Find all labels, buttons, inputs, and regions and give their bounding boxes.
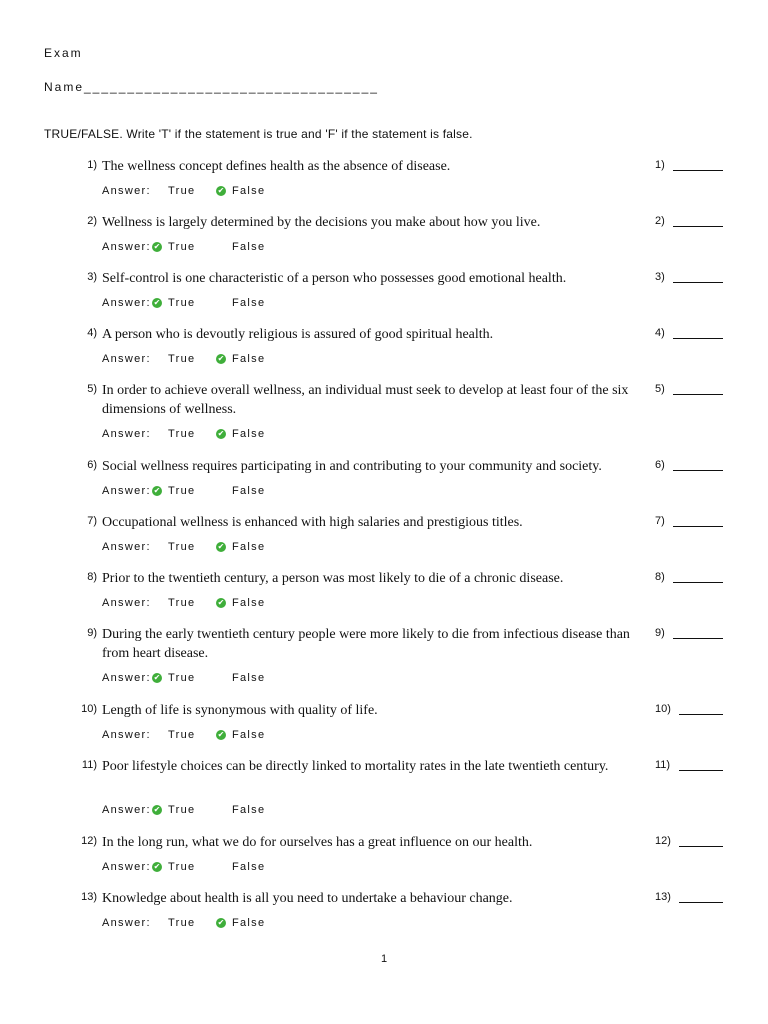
answer-blank-line[interactable]: [673, 394, 723, 395]
option-false: False ✔: [217, 917, 266, 929]
instructions: TRUE/FALSE. Write 'T' if the statement is true and 'F' if the statement is false.: [44, 127, 473, 141]
check-circle-icon: ✔: [153, 486, 161, 495]
answer-blank-line[interactable]: [673, 282, 723, 283]
check-circle-icon: ✔: [217, 598, 225, 607]
check-circle-icon: ✔: [153, 805, 161, 814]
option-true: True: [168, 917, 196, 929]
answer-blank-number: 11): [655, 759, 671, 771]
question-number: 5): [87, 383, 97, 395]
option-true: True ✔: [153, 297, 196, 309]
answer-blank-number: 2): [655, 215, 665, 227]
question-text: Knowledge about health is all you need to undertake a behaviour change.: [102, 891, 513, 906]
option-false: False: [232, 241, 266, 253]
option-true: True ✔: [153, 861, 196, 873]
exam-title: Exam: [44, 46, 83, 60]
answer-label: Answer:: [102, 861, 151, 873]
answer-blank-line[interactable]: [679, 846, 723, 847]
question-text: In the long run, what we do for ourselves has a great influence on our health.: [102, 835, 533, 850]
question-number: 10): [81, 703, 97, 715]
check-circle-icon: ✔: [217, 542, 225, 551]
answer-label: Answer:: [102, 541, 151, 553]
option-false: False ✔: [217, 185, 266, 197]
answer-label: Answer:: [102, 297, 151, 309]
answer-label: Answer:: [102, 428, 151, 440]
question-text: Occupational wellness is enhanced with high salaries and prestigious titles.: [102, 515, 523, 530]
option-false: False: [232, 861, 266, 873]
option-false: False: [232, 485, 266, 497]
name-line: Name__________________________________: [44, 80, 379, 94]
answer-label: Answer:: [102, 241, 151, 253]
question-number: 8): [87, 571, 97, 583]
answer-blank-number: 9): [655, 627, 665, 639]
check-circle-icon: ✔: [217, 354, 225, 363]
page-number: 1: [380, 953, 388, 965]
answer-blank-line[interactable]: [673, 582, 723, 583]
answer-blank-line[interactable]: [679, 770, 723, 771]
option-true: True: [168, 428, 196, 440]
answer-blank-line[interactable]: [673, 638, 723, 639]
answer-label: Answer:: [102, 353, 151, 365]
answer-blank-line[interactable]: [673, 226, 723, 227]
question-text: The wellness concept defines health as the absence of disease.: [102, 159, 451, 174]
question-number: 13): [81, 891, 97, 903]
option-true: True: [168, 729, 196, 741]
question-text: Social wellness requires participating in and contributing to your community and society.: [102, 459, 602, 474]
question-text: Wellness is largely determined by the decisions you make about how you live.: [102, 215, 541, 230]
answer-label: Answer:: [102, 485, 151, 497]
question-text: A person who is devoutly religious is assured of good spiritual health.: [102, 327, 494, 342]
question-number: 12): [81, 835, 97, 847]
answer-blank-number: 13): [655, 891, 671, 903]
answer-blank-line[interactable]: [679, 902, 723, 903]
question-text: During the early twentieth century people were more likely to die from infectious disease than from heart disease.: [102, 627, 630, 661]
answer-blank-line[interactable]: [673, 470, 723, 471]
answer-blank-line[interactable]: [673, 338, 723, 339]
option-true: True: [168, 353, 196, 365]
answer-label: Answer:: [102, 185, 151, 197]
question-number: 7): [87, 515, 97, 527]
question-text: Poor lifestyle choices can be directly linked to mortality rates in the late twentieth century.: [102, 759, 609, 774]
check-circle-icon: ✔: [153, 673, 161, 682]
check-circle-icon: ✔: [153, 298, 161, 307]
option-true: True: [168, 597, 196, 609]
answer-blank-number: 8): [655, 571, 665, 583]
check-circle-icon: ✔: [153, 862, 161, 871]
answer-label: Answer:: [102, 729, 151, 741]
option-true: True ✔: [153, 241, 196, 253]
answer-blank-number: 4): [655, 327, 665, 339]
answer-blank-number: 6): [655, 459, 665, 471]
answer-label: Answer:: [102, 597, 151, 609]
check-circle-icon: ✔: [217, 186, 225, 195]
option-false: False ✔: [217, 729, 266, 741]
question-text: Length of life is synonymous with quality of life.: [102, 703, 378, 718]
answer-label: Answer:: [102, 672, 151, 684]
question-text: Self-control is one characteristic of a person who possesses good emotional health.: [102, 271, 567, 286]
question-number: 6): [87, 459, 97, 471]
check-circle-icon: ✔: [153, 242, 161, 251]
question-text: In order to achieve overall wellness, an individual must seek to develop at least four of the six dimensions of wellness.: [102, 383, 629, 417]
answer-blank-number: 10): [655, 703, 671, 715]
check-circle-icon: ✔: [217, 730, 225, 739]
question-number: 11): [81, 759, 97, 771]
answer-blank-number: 5): [655, 383, 665, 395]
answer-blank-number: 1): [655, 159, 665, 171]
option-false: False: [232, 672, 266, 684]
answer-blank-line[interactable]: [673, 170, 723, 171]
option-false: False: [232, 804, 266, 816]
question-number: 9): [87, 627, 97, 639]
question-number: 2): [87, 215, 97, 227]
option-false: False: [232, 297, 266, 309]
answer-blank-line[interactable]: [673, 526, 723, 527]
option-false: False ✔: [217, 428, 266, 440]
option-true: True ✔: [153, 485, 196, 497]
check-circle-icon: ✔: [217, 918, 225, 927]
question-text: Prior to the twentieth century, a person was most likely to die of a chronic disease.: [102, 571, 564, 586]
option-false: False ✔: [217, 597, 266, 609]
option-false: False ✔: [217, 541, 266, 553]
question-number: 1): [87, 159, 97, 171]
answer-blank-number: 7): [655, 515, 665, 527]
answer-blank-line[interactable]: [679, 714, 723, 715]
option-true: True ✔: [153, 672, 196, 684]
answer-label: Answer:: [102, 804, 151, 816]
option-true: True: [168, 185, 196, 197]
answer-blank-number: 3): [655, 271, 665, 283]
answer-blank-number: 12): [655, 835, 671, 847]
answer-label: Answer:: [102, 917, 151, 929]
question-number: 4): [87, 327, 97, 339]
option-false: False ✔: [217, 353, 266, 365]
check-circle-icon: ✔: [217, 429, 225, 438]
question-number: 3): [87, 271, 97, 283]
option-true: True ✔: [153, 804, 196, 816]
option-true: True: [168, 541, 196, 553]
